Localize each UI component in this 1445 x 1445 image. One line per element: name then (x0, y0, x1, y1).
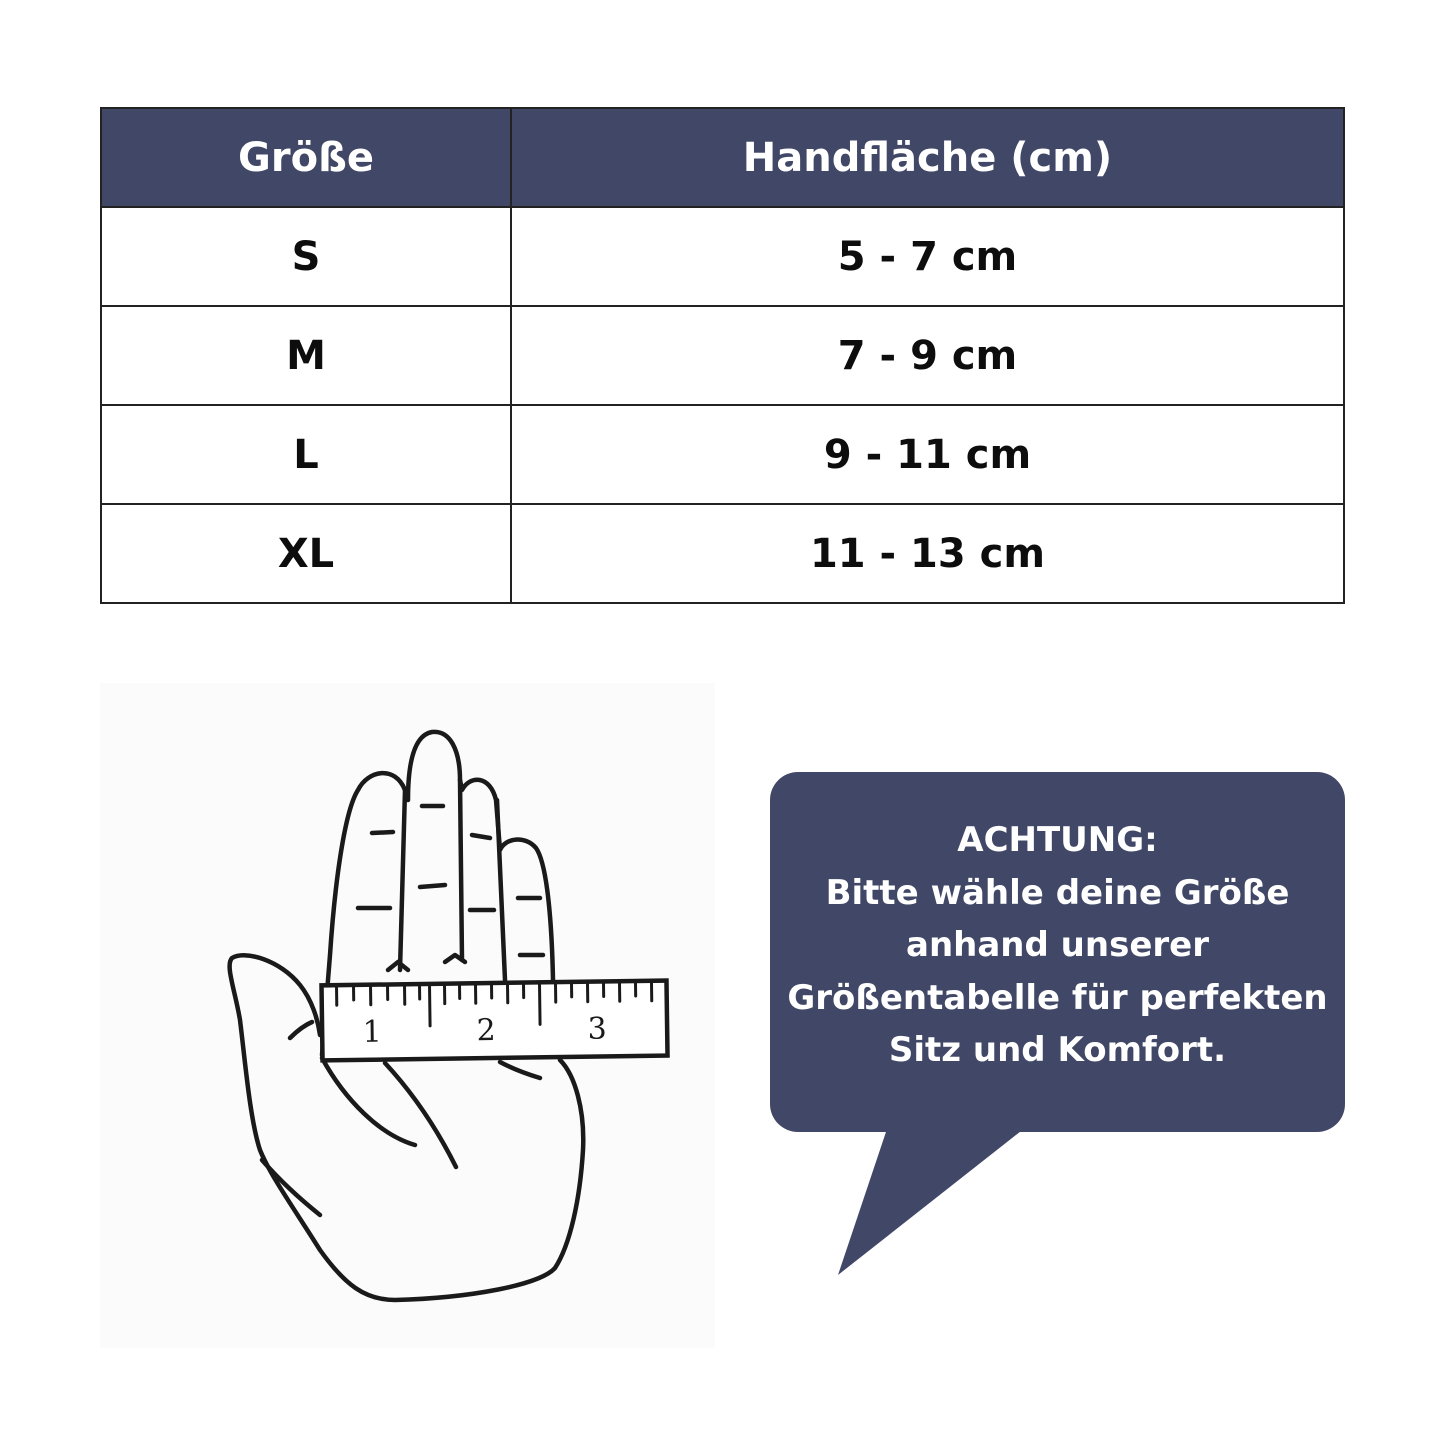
palm-cell: 9 - 11 cm (511, 405, 1344, 504)
size-cell: XL (101, 504, 511, 603)
table-header-row (101, 108, 1344, 207)
hand-illustration-panel (100, 683, 715, 1348)
table-row (101, 306, 1344, 405)
table-row (101, 405, 1344, 504)
ruler-label-2: 2 (476, 1012, 496, 1049)
notice-heading: ACHTUNG: (957, 820, 1158, 860)
notice-line: Größentabelle für perfekten (787, 977, 1328, 1018)
notice-line: Sitz und Komfort. (888, 1030, 1227, 1070)
table-row (101, 504, 1344, 603)
ruler-label-1: 1 (362, 1014, 382, 1050)
notice-speech-bubble (770, 772, 1345, 1132)
palm-cell: 11 - 13 cm (511, 504, 1344, 603)
size-table (100, 107, 1345, 604)
ruler-icon (322, 981, 668, 1061)
size-cell: M (101, 306, 511, 405)
header-palm: Handfläche (cm) (511, 108, 1344, 207)
hand-with-ruler-icon (100, 683, 715, 1348)
notice-line: Bitte wähle deine Größe (825, 872, 1290, 913)
palm-cell: 7 - 9 cm (511, 306, 1344, 405)
notice-text (770, 814, 1345, 1077)
palm-cell: 5 - 7 cm (511, 207, 1344, 306)
header-size: Größe (101, 108, 511, 207)
size-cell: L (101, 405, 511, 504)
size-cell: S (101, 207, 511, 306)
table-row (101, 207, 1344, 306)
notice-line: anhand unserer (906, 925, 1209, 965)
ruler-label-3: 3 (587, 1011, 607, 1047)
